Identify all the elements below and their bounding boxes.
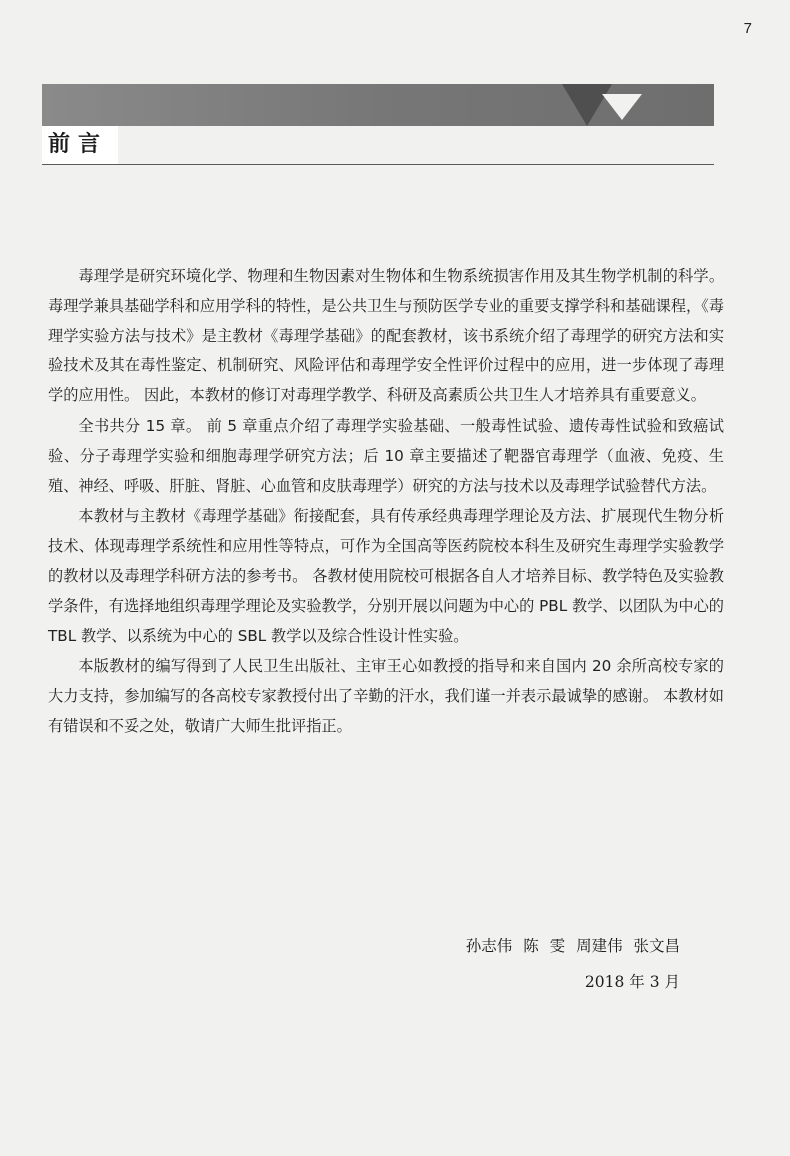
page-title: 前言 xyxy=(48,132,109,157)
header-banner-graphic xyxy=(42,84,714,126)
paragraph-3: 本教材与主教材《毒理学基础》衔接配套，具有传承经典毒理学理论及方法、扩展现代生物分析技术、体现毒理学系统性和应用性等特点，可作为全国高等医药院校本科生及研究生毒理学实验教学的教材以及毒理学科研方法的参考书。 各教材使用院校可根据各自人才培养目标、教学特色及实验教学条件，有选择地组织毒理学理论及实验教学，分别开展以问题为中心的 PBL 教学、以团队为中心的 TBL 教学、以系统为中心的 SBL 教学以及综合性设计性实验。 xyxy=(48,507,724,645)
paragraph-4: 本版教材的编写得到了人民卫生出版社、主审王心如教授的指导和来自国内 20 余所高校专家的大力支持，参加编写的各高校专家教授付出了辛勤的汗水，我们谨一并表示最诚挚的感谢。 本教材如有错误和不妥之处，敬请广大师生批评指正。 xyxy=(48,657,724,735)
paragraph-2: 全书共分 15 章。 前 5 章重点介绍了毒理学实验基础、一般毒性试验、遗传毒性试验和致癌试验、分子毒理学实验和细胞毒理学研究方法；后 10 章主要描述了靶器官毒理学（血液、免疫、生殖、神经、呼吸、肝脏、肾脏、心血管和皮肤毒理学）研究的方法与技术以及毒理学试验替代方法。 xyxy=(48,416,724,495)
preface-body xyxy=(48,262,724,743)
paragraph-1: 毒理学是研究环境化学、物理和生物因素对生物体和生物系统损害作用及其生物学机制的科学。 毒理学兼具基础学科和应用学科的特性，是公共卫生与预防医学专业的重要支撑学科和基础课程，《毒理学实验方法与技术》是主教材《毒理学基础》的配套教材，该书系统介绍了毒理学的研究方法和实验技术及其在毒性鉴定、机制研究、风险评估和毒理学安全性评价过程中的应用，进一步体现了毒理学的应用性。 因此，本教材的修订对毒理学教学、科研及高素质公共卫生人才培养具有重要意义。 xyxy=(48,267,724,405)
authors-signature: 孙志伟 陈 雯 周建伟 张文昌 xyxy=(465,937,680,955)
title-rule xyxy=(42,164,714,165)
header-banner xyxy=(42,84,714,126)
page-number: 7 xyxy=(743,20,752,37)
signature-date: 2018 年 3 月 xyxy=(584,973,680,991)
